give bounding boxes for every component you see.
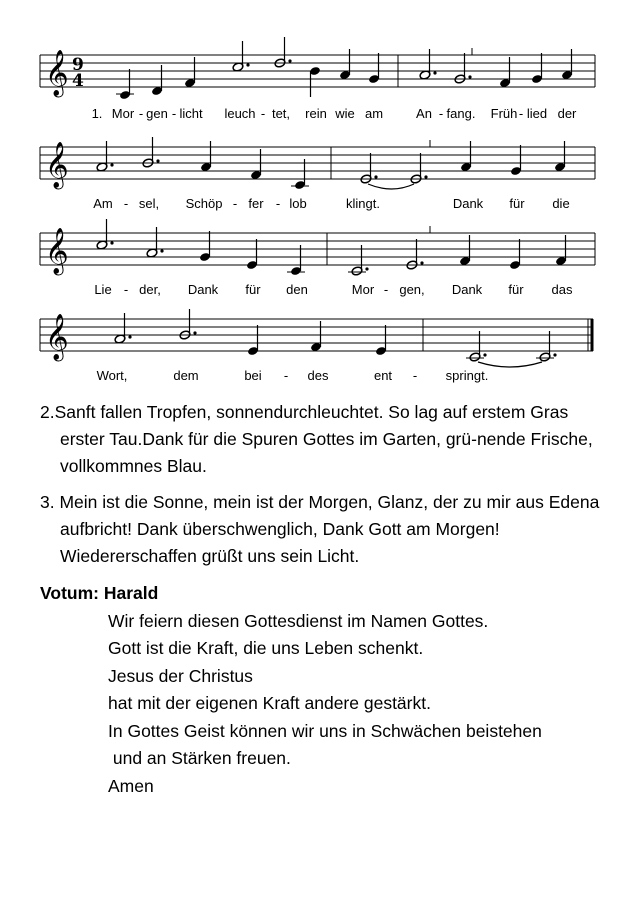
music-system-1 [0,48,638,128]
treble-clef-icon: 𝄞 [45,228,69,274]
lyric-syllable: den [286,282,308,297]
lyric-syllable: - [383,282,389,297]
lyric-syllable: - [260,106,266,121]
verse-3 [40,489,600,570]
lyric-syllable: Lie [94,282,112,297]
music-system-3 [0,226,638,306]
verse-2-text: 2.Sanft fallen Tropfen, sonnendurchleuchtet. So lag auf erstem Gras erster Tau.Dank für die Spuren Gottes im Garten, grü-nende Frische, vollkommnes Blau. [40,402,593,476]
lyric-syllable: wie [335,106,355,121]
lyric-syllable: - [412,368,418,383]
votum-lines [108,608,542,801]
lyric-syllable: - [171,106,177,121]
lyric-syllable: springt. [445,368,489,383]
lyric-syllable: für [509,196,525,211]
lyric-syllable: gen [146,106,168,121]
votum-line: hat mit der eigenen Kraft andere gestärkt. [108,693,431,713]
lyric-syllable: des [307,368,329,383]
lyric-syllable: Am [93,196,113,211]
lyric-syllable: 1. [91,106,103,121]
verse-3-text: 3. Mein ist die Sonne, mein ist der Morgen, Glanz, der zu mir aus Edena aufbricht! Dank überschwenglich, Dank Gott am Morgen! Wiedererschaffen grüßt uns sein Licht. [40,492,600,566]
music-system-4 [0,312,638,392]
lyric-syllable: bei [244,368,262,383]
lyric-syllable: lob [289,196,307,211]
verse-2 [40,399,600,480]
lyric-syllable: der, [139,282,161,297]
lyric-syllable: Wort, [96,368,128,383]
treble-clef-icon: 𝄞 [45,50,69,96]
verses-block [40,399,600,570]
lyric-syllable: - [123,196,129,211]
lyric-syllable: leuch [224,106,256,121]
lyric-syllable: klingt. [346,196,380,211]
lyric-syllable: - [438,106,444,121]
lyric-syllable: fang. [446,106,476,121]
lyric-syllable: licht [179,106,203,121]
lyric-syllable: dem [173,368,199,383]
lyric-syllable: für [508,282,524,297]
time-signature-top: 9 [72,55,84,75]
votum-line: Amen [108,775,154,796]
tie-arc [478,362,542,367]
votum-section [40,580,542,800]
lyric-syllable: ent [373,368,393,383]
lyric-syllable: der [557,106,577,121]
votum-title: Votum: Harald [40,583,159,603]
lyric-syllable: - [138,106,144,121]
votum-line: Jesus der Christus [108,665,253,686]
tie-arc [368,184,414,189]
lyric-syllable: - [518,106,524,121]
lyric-syllable: An [416,106,432,121]
votum-line: und an Stärken freuen. [108,748,291,768]
lyric-syllable: sel, [138,196,160,211]
lyric-syllable: Dank [187,282,219,297]
lyric-syllable: - [232,196,238,211]
lyric-syllable: Dank [452,196,484,211]
lyric-syllable: - [275,196,281,211]
lyric-syllable: Mor [111,106,135,121]
lyric-syllable: tet, [271,106,291,121]
lyric-syllable: fer [248,196,264,211]
lyric-syllable: lied [526,106,548,121]
votum-line: Gott ist die Kraft, die uns Leben schenkt. [108,638,424,658]
lyric-syllable: Früh [490,106,518,121]
lyric-syllable: rein [305,106,327,121]
lyric-syllable: Mor [351,282,375,297]
treble-clef-icon: 𝄞 [45,314,69,360]
lyric-syllable: Schöp [185,196,223,211]
lyric-syllable: gen, [399,282,425,297]
lyric-syllable: das [551,282,573,297]
votum-line: Wir feiern diesen Gottesdienst im Namen Gottes. [108,610,489,631]
lyric-syllable: für [245,282,261,297]
music-system-2 [0,140,638,220]
treble-clef-icon: 𝄞 [45,142,69,188]
lyric-syllable: - [283,368,289,383]
lyric-syllable: - [123,282,129,297]
lyric-syllable: am [364,106,384,121]
time-signature-bottom: 4 [72,71,84,91]
lyric-syllable: die [552,196,570,211]
votum-line: In Gottes Geist können wir uns in Schwächen beistehen [108,720,542,741]
lyric-syllable: Dank [451,282,483,297]
